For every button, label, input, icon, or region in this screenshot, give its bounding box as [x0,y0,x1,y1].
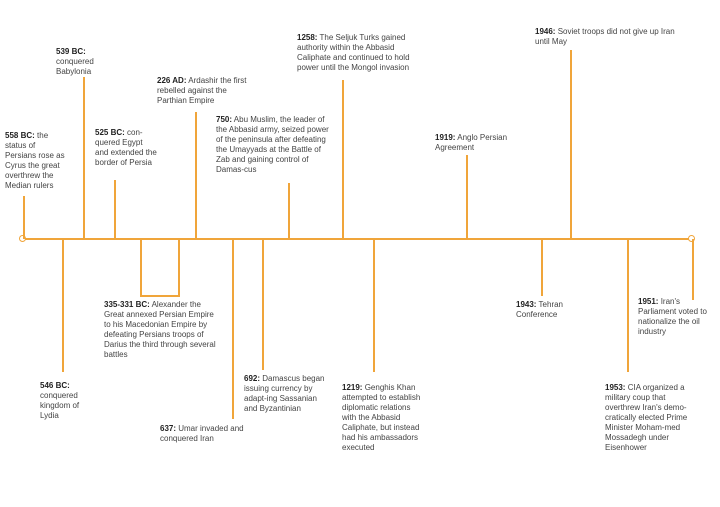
event-date: 1953: [605,383,626,392]
event-date: 539 BC: [56,47,86,56]
tick-1946 [570,50,572,239]
event-1919 [435,133,525,153]
event-1943 [516,300,576,320]
event-date: 1219: [342,383,363,392]
event-1951 [638,297,716,337]
event-date: 1951: [638,297,659,306]
tick-692 [262,239,264,370]
tick-1943 [541,239,543,296]
event-date: 750: [216,115,233,124]
event-1953 [605,383,697,453]
event-692 [244,374,326,414]
event-date: 335-331 BC: [104,300,150,309]
event-750 [216,115,336,175]
event-text: Alexander the Great annexed Persian Empire to his Macedonian Empire by defeating Persians troops of Darius the third through several battles [104,300,216,359]
event-text: conquered kingdom of Lydia [40,391,80,420]
bracket-335-331bc [140,295,180,297]
event-text: con-quered Egypt and extended the border of Persia [95,128,157,167]
event-226ad [157,76,257,106]
event-text: Genghis Khan attempted to establish diplomatic relations with the Abbasid Caliphate, but instead had his ambassadors executed [342,383,421,452]
tick-1219 [373,239,375,372]
tick-546bc [62,239,64,372]
event-637 [160,424,245,444]
event-text: CIA organized a military coup that overthrew Iran's demo-cratically elected Prime Minister Moham-med Mossadegh under Eisenhower [605,383,688,452]
event-date: 226 AD: [157,76,187,85]
event-1946 [535,27,675,47]
tick-1951 [692,239,694,300]
event-text: Damascus began issuing currency by adapt-ing Sassanian and Byzantinian [244,374,325,413]
tick-331bc [178,239,180,297]
tick-335bc [140,239,142,297]
event-text: Ardashir the first rebelled against the Parthian Empire [157,76,247,105]
tick-750 [288,183,290,239]
tick-1919 [466,155,468,239]
event-date: 525 BC: [95,128,125,137]
event-text: Anglo Persian Agreement [435,133,508,152]
tick-539bc [83,77,85,239]
event-546bc [40,381,92,421]
event-date: 1946: [535,27,556,36]
event-1219 [342,383,422,453]
event-1258 [297,33,422,73]
event-date: 692: [244,374,261,383]
event-date: 558 BC: [5,131,35,140]
event-558bc [5,131,67,191]
event-date: 546 BC: [40,381,70,390]
tick-226ad [195,112,197,239]
event-text: conquered Babylonia [56,57,94,76]
event-text: Abu Muslim, the leader of the Abbasid army, seized power of the peninsula after defeating the Umayyads at the Battle of Zab and gaining control of Damas-cus [216,115,329,174]
event-text: The Seljuk Turks gained authority within the Abbasid Caliphate and continued to hold power until the Mongol invasion [297,33,410,72]
event-text: the status of Persians rose as Cyrus the great overthrew the Median rulers [5,131,65,190]
event-text: Umar invaded and conquered Iran [160,424,244,443]
event-date: 1258: [297,33,318,42]
tick-558bc [23,196,25,239]
tick-525bc [114,180,116,239]
timeline-axis [23,238,692,240]
event-539bc [56,47,114,77]
event-525bc [95,128,157,168]
event-date: 637: [160,424,177,433]
tick-1953 [627,239,629,372]
event-text: Soviet troops did not give up Iran until May [535,27,675,46]
event-text: Iran's Parliament voted to nationalize the oil industry [638,297,707,336]
tick-637 [232,239,234,419]
event-335-331bc [104,300,219,360]
tick-1258 [342,80,344,239]
event-date: 1943: [516,300,537,309]
event-text: Tehran Conference [516,300,564,319]
event-date: 1919: [435,133,456,142]
